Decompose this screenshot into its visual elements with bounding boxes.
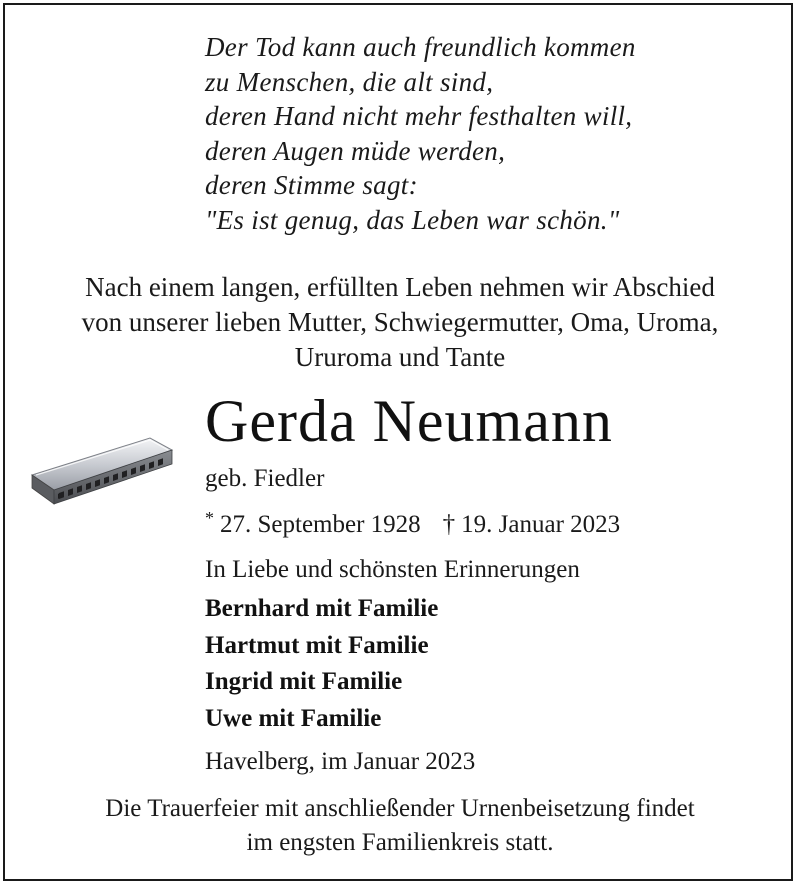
- poem-line: deren Hand nicht mehr festhalten will,: [205, 101, 633, 131]
- life-dates: [205, 502, 620, 541]
- death-symbol: †: [442, 511, 456, 538]
- maiden-name: geb. Fiedler: [205, 465, 325, 492]
- mourners-list: [205, 591, 438, 737]
- funeral-notice: [0, 792, 800, 860]
- death-date: 19. Januar 2023: [461, 511, 621, 538]
- poem-line: deren Augen müde werden,: [205, 135, 506, 166]
- farewell-line: Ururoma und Tante: [294, 342, 506, 372]
- poem-line: deren Stimme sagt:: [205, 170, 418, 200]
- harmonica-icon: [22, 420, 177, 515]
- farewell-line: Nach einem langen, erfüllten Leben nehmen wir Abschied: [85, 272, 715, 302]
- memory-line: In Liebe und schönsten Erinnerungen: [205, 556, 580, 583]
- place-date: Havelberg, im Januar 2023: [205, 748, 476, 775]
- birth-symbol: *: [205, 508, 214, 528]
- poem-line: zu Menschen, die alt sind,: [205, 66, 494, 97]
- mourner-item: Ingrid mit Familie: [205, 668, 403, 695]
- birth-date: 27. September 1928: [220, 511, 421, 538]
- farewell-line: von unserer lieben Mutter, Schwiegermutter, Oma, Uroma,: [81, 307, 719, 337]
- poem: [205, 30, 636, 237]
- mourner-item: Bernhard mit Familie: [205, 595, 439, 622]
- mourner-item: Uwe mit Familie: [205, 704, 382, 732]
- funeral-notice-line: Die Trauerfeier mit anschließender Urnenbeisetzung findet: [105, 795, 695, 822]
- mourner-item: Hartmut mit Familie: [205, 631, 429, 659]
- funeral-notice-line: im engsten Familienkreis statt.: [246, 829, 554, 856]
- deceased-name: Gerda Neumann: [205, 388, 613, 454]
- poem-line: Der Tod kann auch freundlich kommen: [205, 32, 636, 62]
- farewell-text: [0, 270, 800, 375]
- poem-line: "Es ist genug, das Leben war schön.": [205, 204, 620, 235]
